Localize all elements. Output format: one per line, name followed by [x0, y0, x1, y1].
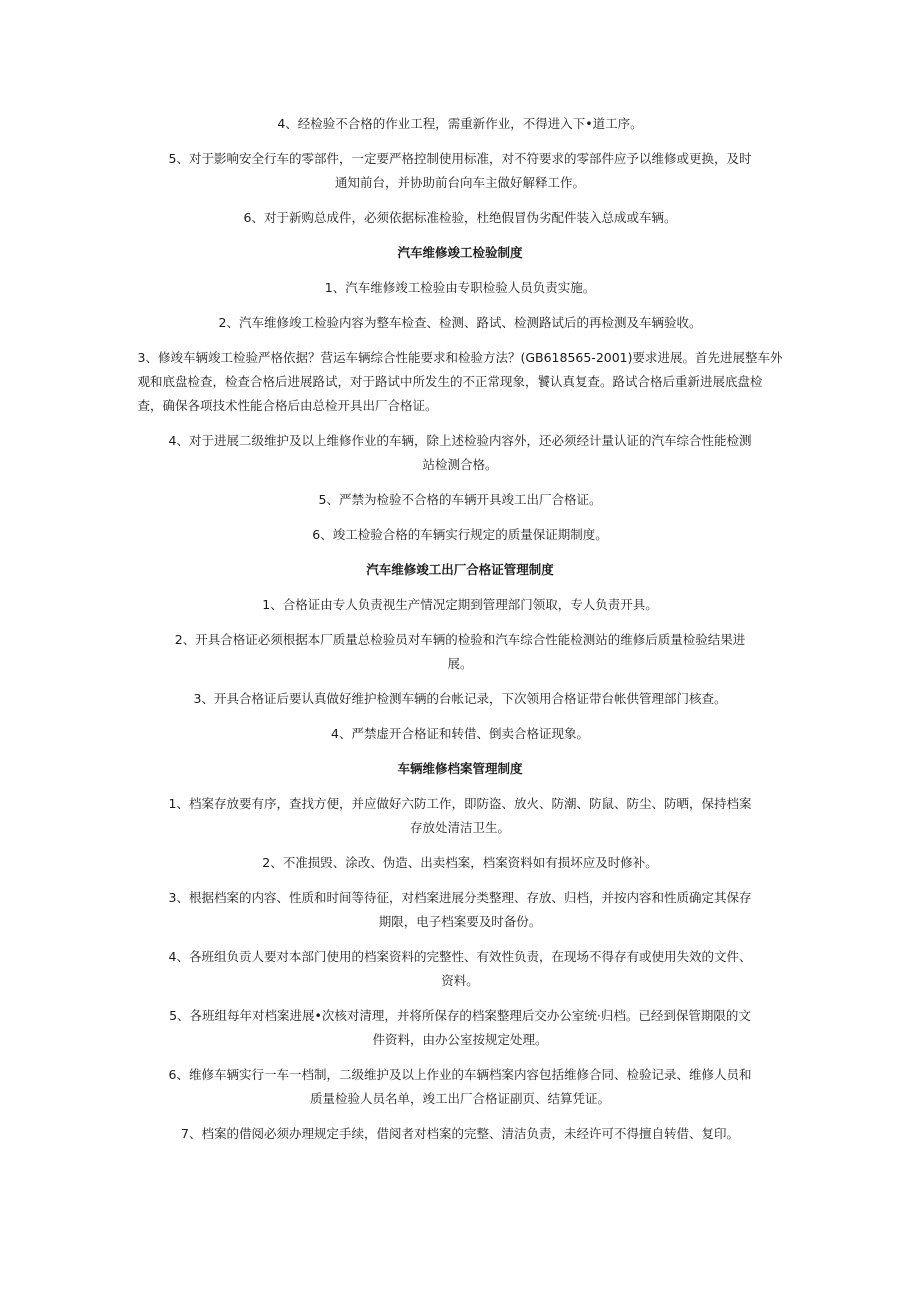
- paragraph: 4、严禁虚开合格证和转借、倒卖合格证现象。: [331, 726, 589, 741]
- paragraph: 2、不准损毁、涂改、伪造、出卖档案，档案资料如有损坏应及时修补。: [262, 855, 658, 870]
- section-title: 汽车维修竣工检验制度: [397, 245, 523, 260]
- paragraph: 6、竣工检验合格的车辆实行规定的质量保证期制度。: [312, 527, 608, 542]
- section-title: 车辆维修档案管理制度: [397, 761, 523, 776]
- paragraph: 5、各班组每年对档案进展•次核对清理，并将所保存的档案整理后交办公室统·归档。已经到保管期限的文件资料，由办公室按规定处理。: [169, 1008, 751, 1047]
- paragraph: 5、对于影响安全行车的零部件，一定要严格控制使用标准，对不符要求的零部件应予以维修或更换，及时通知前台，并协助前台向车主做好解释工作。: [168, 151, 752, 190]
- paragraph: 1、合格证由专人负责视生产情况定期到管理部门领取，专人负责开具。: [262, 597, 658, 612]
- section-title: 汽车维修竣工出厂合格证管理制度: [366, 562, 554, 577]
- paragraph: 4、对于进展二级维护及以上维修作业的车辆，除上述检验内容外，还必须经计量认证的汽车综合性能检测站检测合格。: [168, 433, 752, 472]
- paragraph: 2、汽车维修竣工检验内容为整车检查、检测、路试、检测路试后的再检测及车辆验收。: [218, 315, 702, 330]
- paragraph: 6、维修车辆实行一车一档制，二级维护及以上作业的车辆档案内容包括维修合同、检验记录、维修人员和质量检验人员名单，竣工出厂合格证副页、结算凭证。: [168, 1067, 752, 1106]
- paragraph: 1、档案存放要有序，查找方便，并应做好六防工作，即防盗、放火、防潮、防鼠、防尘、防晒，保持档案存放处清洁卫生。: [168, 796, 752, 835]
- document-body: [0, 112, 920, 1157]
- paragraph: 7、档案的借阅必须办理规定手续，借阅者对档案的完整、清洁负责，未经许可不得擅自转借、复印。: [181, 1126, 739, 1141]
- paragraph: 4、经检验不合格的作业工程，需重新作业，不得进入下•道工序。: [277, 116, 643, 131]
- paragraph: 3、修竣车辆竣工检验严格依据？营运车辆综合性能要求和检验方法？(GB618565-2001)要求进展。首先进展整车外观和底盘检查，检查合格后进展路试，对于路试中所发生的不正常现象，饕认真复查。路试合格后重新进展底盘检查，确保各项技术性能合格后由总检开具出厂合格证。: [137, 350, 783, 413]
- paragraph: 2、开具合格证必须根据本厂质量总检验员对车辆的检验和汽车综合性能检测站的维修后质量检验结果进展。: [174, 632, 746, 671]
- paragraph: 1、汽车维修竣工检验由专职检验人员负责实施。: [324, 280, 596, 295]
- paragraph: 5、严禁为检验不合格的车辆开具竣工出厂合格证。: [318, 492, 602, 507]
- paragraph: 4、各班组负贡人要对本部门使用的档案资料的完整性、有效性负责，在现场不得存有或使用失效的文件、资料。: [168, 949, 752, 988]
- paragraph: 3、根据档案的内容、性质和时间等待征，对档案进展分类整理、存放、归档，并按内容和性质确定其保存期限，电子档案要及时备份。: [168, 890, 752, 929]
- paragraph: 3、开具合格证后要认真做好维护检测车辆的台帐记录，下次领用合格证带台帐供管理部门核查。: [193, 691, 727, 706]
- paragraph: 6、对于新购总成件，必须依据标准检验，杜绝假冒伪劣配件装入总成或车辆。: [243, 210, 677, 225]
